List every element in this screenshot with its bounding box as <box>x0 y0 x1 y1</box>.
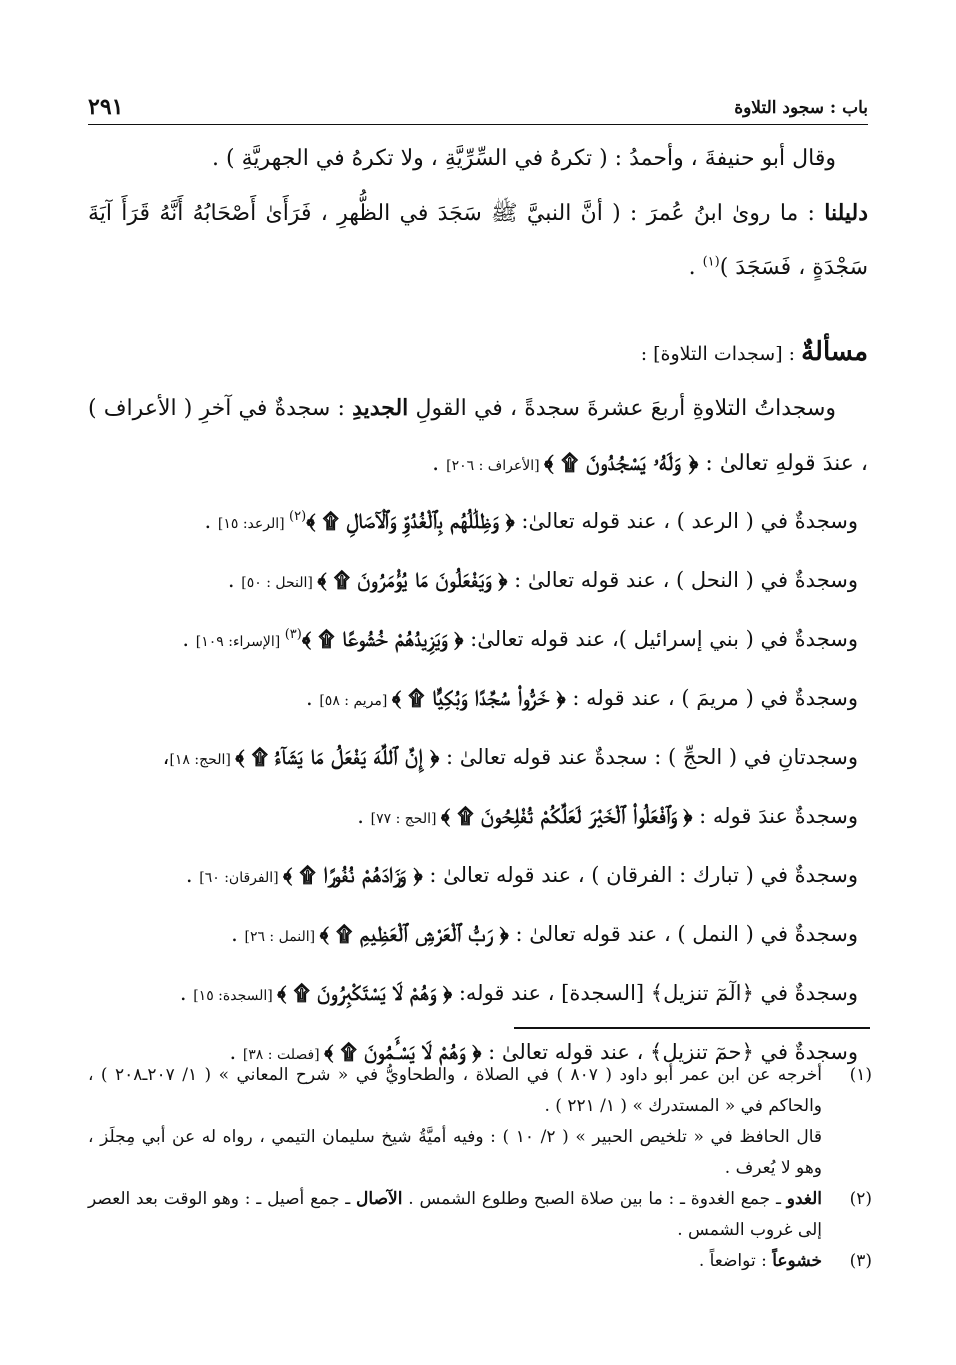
sajda-item <box>88 493 868 552</box>
punct: . <box>204 509 218 533</box>
sajda-location: وسجدةٌ في ( مريمَ ) ، عند قوله : <box>565 686 858 710</box>
footnote-text <box>88 1246 822 1277</box>
verse-reference: [الحج : ٧٧] <box>370 811 441 827</box>
punct: ، <box>162 745 170 769</box>
evidence-text: : ما روىٰ ابنُ عُمرَ : ( أنَّ النبيَّ ﷺ سَجَدَ في الظُّهرِ ، فَرَأَىٰ أَصْحَابُهُ أَنَّهُ قَرَأَ آيَةَ سَجْدَةٍ ، فَسَجَدَ ) <box>88 201 868 280</box>
verse-reference: [الإسراء: ١٠٩] <box>195 634 285 650</box>
punct: . <box>357 804 371 828</box>
quran-verse: ﴿ رَبُّ ٱلْعَرْشِ ٱلْعَظِيمِ ۩ ﴾ <box>319 921 509 946</box>
sajda-item <box>88 965 868 1024</box>
evidence-label: دليلنا <box>824 200 868 226</box>
term: الآصال <box>356 1189 403 1209</box>
footnote-number: (٣) <box>849 1251 872 1271</box>
punct: . <box>231 922 245 946</box>
sajda-location: وسجدتانِ في ( الحجِّ ) : سجدةٌ عند قوله تعالىٰ : <box>439 745 858 769</box>
footnote-3 <box>88 1246 872 1277</box>
sajda-item <box>88 552 868 611</box>
sajda-location: وسجدةٌ في ﴿الٓمٓ تنزيل﴾ [السجدة] ، عند قوله: <box>452 981 858 1005</box>
definition: : تواضعاً . <box>698 1251 773 1271</box>
verse-reference: [فصلت : ٣٨] <box>242 1047 325 1063</box>
issue-heading-line <box>88 325 868 381</box>
sajda-location: وسجدةٌ في ( الرعد ) ، عند قوله تعالىٰ: <box>514 509 858 533</box>
quran-verse: ﴿ وَهُمْ لَا يَسْتَكْبِرُونَ ۩ ﴾ <box>277 980 453 1005</box>
punct: . <box>432 451 447 476</box>
verse-reference: [الفرقان: ٦٠] <box>199 870 284 886</box>
issue-subtitle: : [سجدات التلاوة] : <box>640 343 802 365</box>
quran-verse: ﴿ وَيَزِيدُهُمْ خُشُوعًا ۩ ﴾ <box>301 626 464 651</box>
quran-verse: ﴿ وَزَادَهُمْ نُفُورًا ۩ ﴾ <box>283 862 423 887</box>
term: الغدو <box>786 1189 822 1209</box>
punct: . <box>688 255 703 280</box>
text: : سجدةٌ في آخرِ ( الأعراف ) ، عندَ قولهِ تعالىٰ : <box>88 396 868 476</box>
punct: . <box>179 981 194 1005</box>
footnote-text: أخرجه عن ابن عمر أبو داود ( ٨٠٧ ) في الصلاة ، والطحاويُّ في « شرح المعاني » ( ١/ ٢٠٧ـ٢٠٨ ) ، والحاكم في « المستدرك » ( ١/ ٢٢١ ) . <box>88 1065 822 1116</box>
bold-term: الجديدِ <box>352 395 409 421</box>
footnote-marker: (٢) <box>289 509 307 524</box>
main-text <box>88 132 868 1083</box>
definition: ـ جمع أصيل ـ : وهو الوقت بعد العصر إلى غروب الشمس . <box>88 1189 822 1240</box>
verse-reference: [الأعراف : ٢٠٦] <box>446 458 545 474</box>
sajda-location: وسجدةٌ في ( النحل ) ، عند قوله تعالىٰ : <box>507 568 858 592</box>
footnote-number: (٢) <box>849 1189 872 1209</box>
verse-reference: [النحل : ٥٠] <box>241 575 318 591</box>
sajdat-list <box>88 493 868 1083</box>
punct: . <box>185 863 200 887</box>
punct: . <box>182 627 196 651</box>
quran-verse: ﴿ وَٱفْعَلُوا۟ ٱلْخَيْرَ لَعَلَّكُمْ تُفْلِحُونَ ۩ ﴾ <box>440 803 693 828</box>
footnotes <box>88 1060 872 1277</box>
footnote-continuation: قال الحافظ في « تلخيص الحبير » ( ٢/ ١٠ ) : وفيه أميَّةُ شيخ سليمان التيمي ، رواه له عن أبي مِجلَز ، وهو لا يُعرف . <box>88 1127 823 1178</box>
sajda-location: وسجدةٌ في ( النمل ) ، عند قوله تعالىٰ : <box>508 922 858 946</box>
quran-verse: ﴿ وَلَهُۥ يَسْجُدُونَ ۩ ﴾ <box>544 450 699 476</box>
paragraph: وقال أبو حنيفةَ ، وأحمدُ : ( تكرهُ في السِّرِّيَّةِ ، ولا تكرهُ في الجهريَّةِ ) . <box>212 146 836 171</box>
sajda-item <box>88 729 868 788</box>
sajda-item <box>88 611 868 670</box>
verse-reference: [الرعد: ١٥] <box>217 516 290 532</box>
footnote-marker: (٣) <box>284 627 302 642</box>
quran-verse: ﴿ وَيَفْعَلُونَ مَا يُؤْمَرُونَ ۩ ﴾ <box>317 567 508 592</box>
quran-verse: ﴿ وَظِلَٰلُهُم بِٱلْغُدُوِّ وَٱلْآصَالِ ۩ ﴾ <box>306 508 515 533</box>
running-header <box>88 86 868 125</box>
quran-verse: ﴿ خَرُّوا۟ سُجَّدًا وَبُكِيًّا ۩ ﴾ <box>391 685 566 710</box>
punct: . <box>229 1040 243 1064</box>
sajda-item <box>88 906 868 965</box>
sajda-item <box>88 788 868 847</box>
footnote-2 <box>88 1184 872 1246</box>
issue-section <box>88 325 868 1083</box>
definition: ـ جمع الغدوة ـ : ما بين صلاة الصبح وطلوع الشمس . <box>402 1189 787 1209</box>
issue-paragraph <box>88 381 868 493</box>
verse-reference: [النمل : ٢٦] <box>244 929 320 945</box>
footnote-marker: (١) <box>702 254 720 270</box>
issue-heading: مسألةٌ <box>801 337 868 367</box>
running-title: باب : سجود التلاوة <box>734 98 868 118</box>
punct: . <box>227 568 242 592</box>
paragraph-evidence <box>88 186 868 295</box>
footnote-separator <box>514 1027 870 1029</box>
verse-reference: [الحج: ١٨] <box>169 752 236 768</box>
verse-reference: [مريم : ٥٨] <box>319 693 392 709</box>
footnote-1 <box>88 1060 872 1122</box>
quran-verse: ﴿ إِنَّ ٱللَّهَ يَفْعَلُ مَا يَشَآءُ ۩ ﴾ <box>235 744 440 769</box>
sajda-location: وسجدةٌ عندَ قوله : <box>692 804 858 828</box>
sajda-location: وسجدةٌ في ﴿حمٓ تنزيل﴾ ، عند قوله تعالىٰ : <box>481 1040 858 1064</box>
sajda-location: وسجدةٌ في ( بني إسرائيل )، عند قوله تعالىٰ: <box>463 627 858 651</box>
verse-reference: [السجدة: ١٥] <box>193 988 278 1004</box>
footnote-text <box>88 1184 822 1246</box>
quran-verse: ﴿ وَهُمْ لَا يَسْـَٔمُونَ ۩ ﴾ <box>324 1039 482 1064</box>
footnote-number: (١) <box>849 1065 872 1085</box>
punct: . <box>305 686 320 710</box>
sajda-item <box>88 670 868 729</box>
sajda-item <box>88 847 868 906</box>
text: وسجداتُ التلاوةِ أربعَ عشرةَ سجدةً ، في القولِ <box>408 396 837 421</box>
page-number: ٢٩١ <box>88 94 124 120</box>
term: خشوعاً <box>772 1251 822 1271</box>
sajda-location: وسجدةٌ في ( تبارك : الفرقان ) ، عند قوله تعالىٰ : <box>422 863 858 887</box>
